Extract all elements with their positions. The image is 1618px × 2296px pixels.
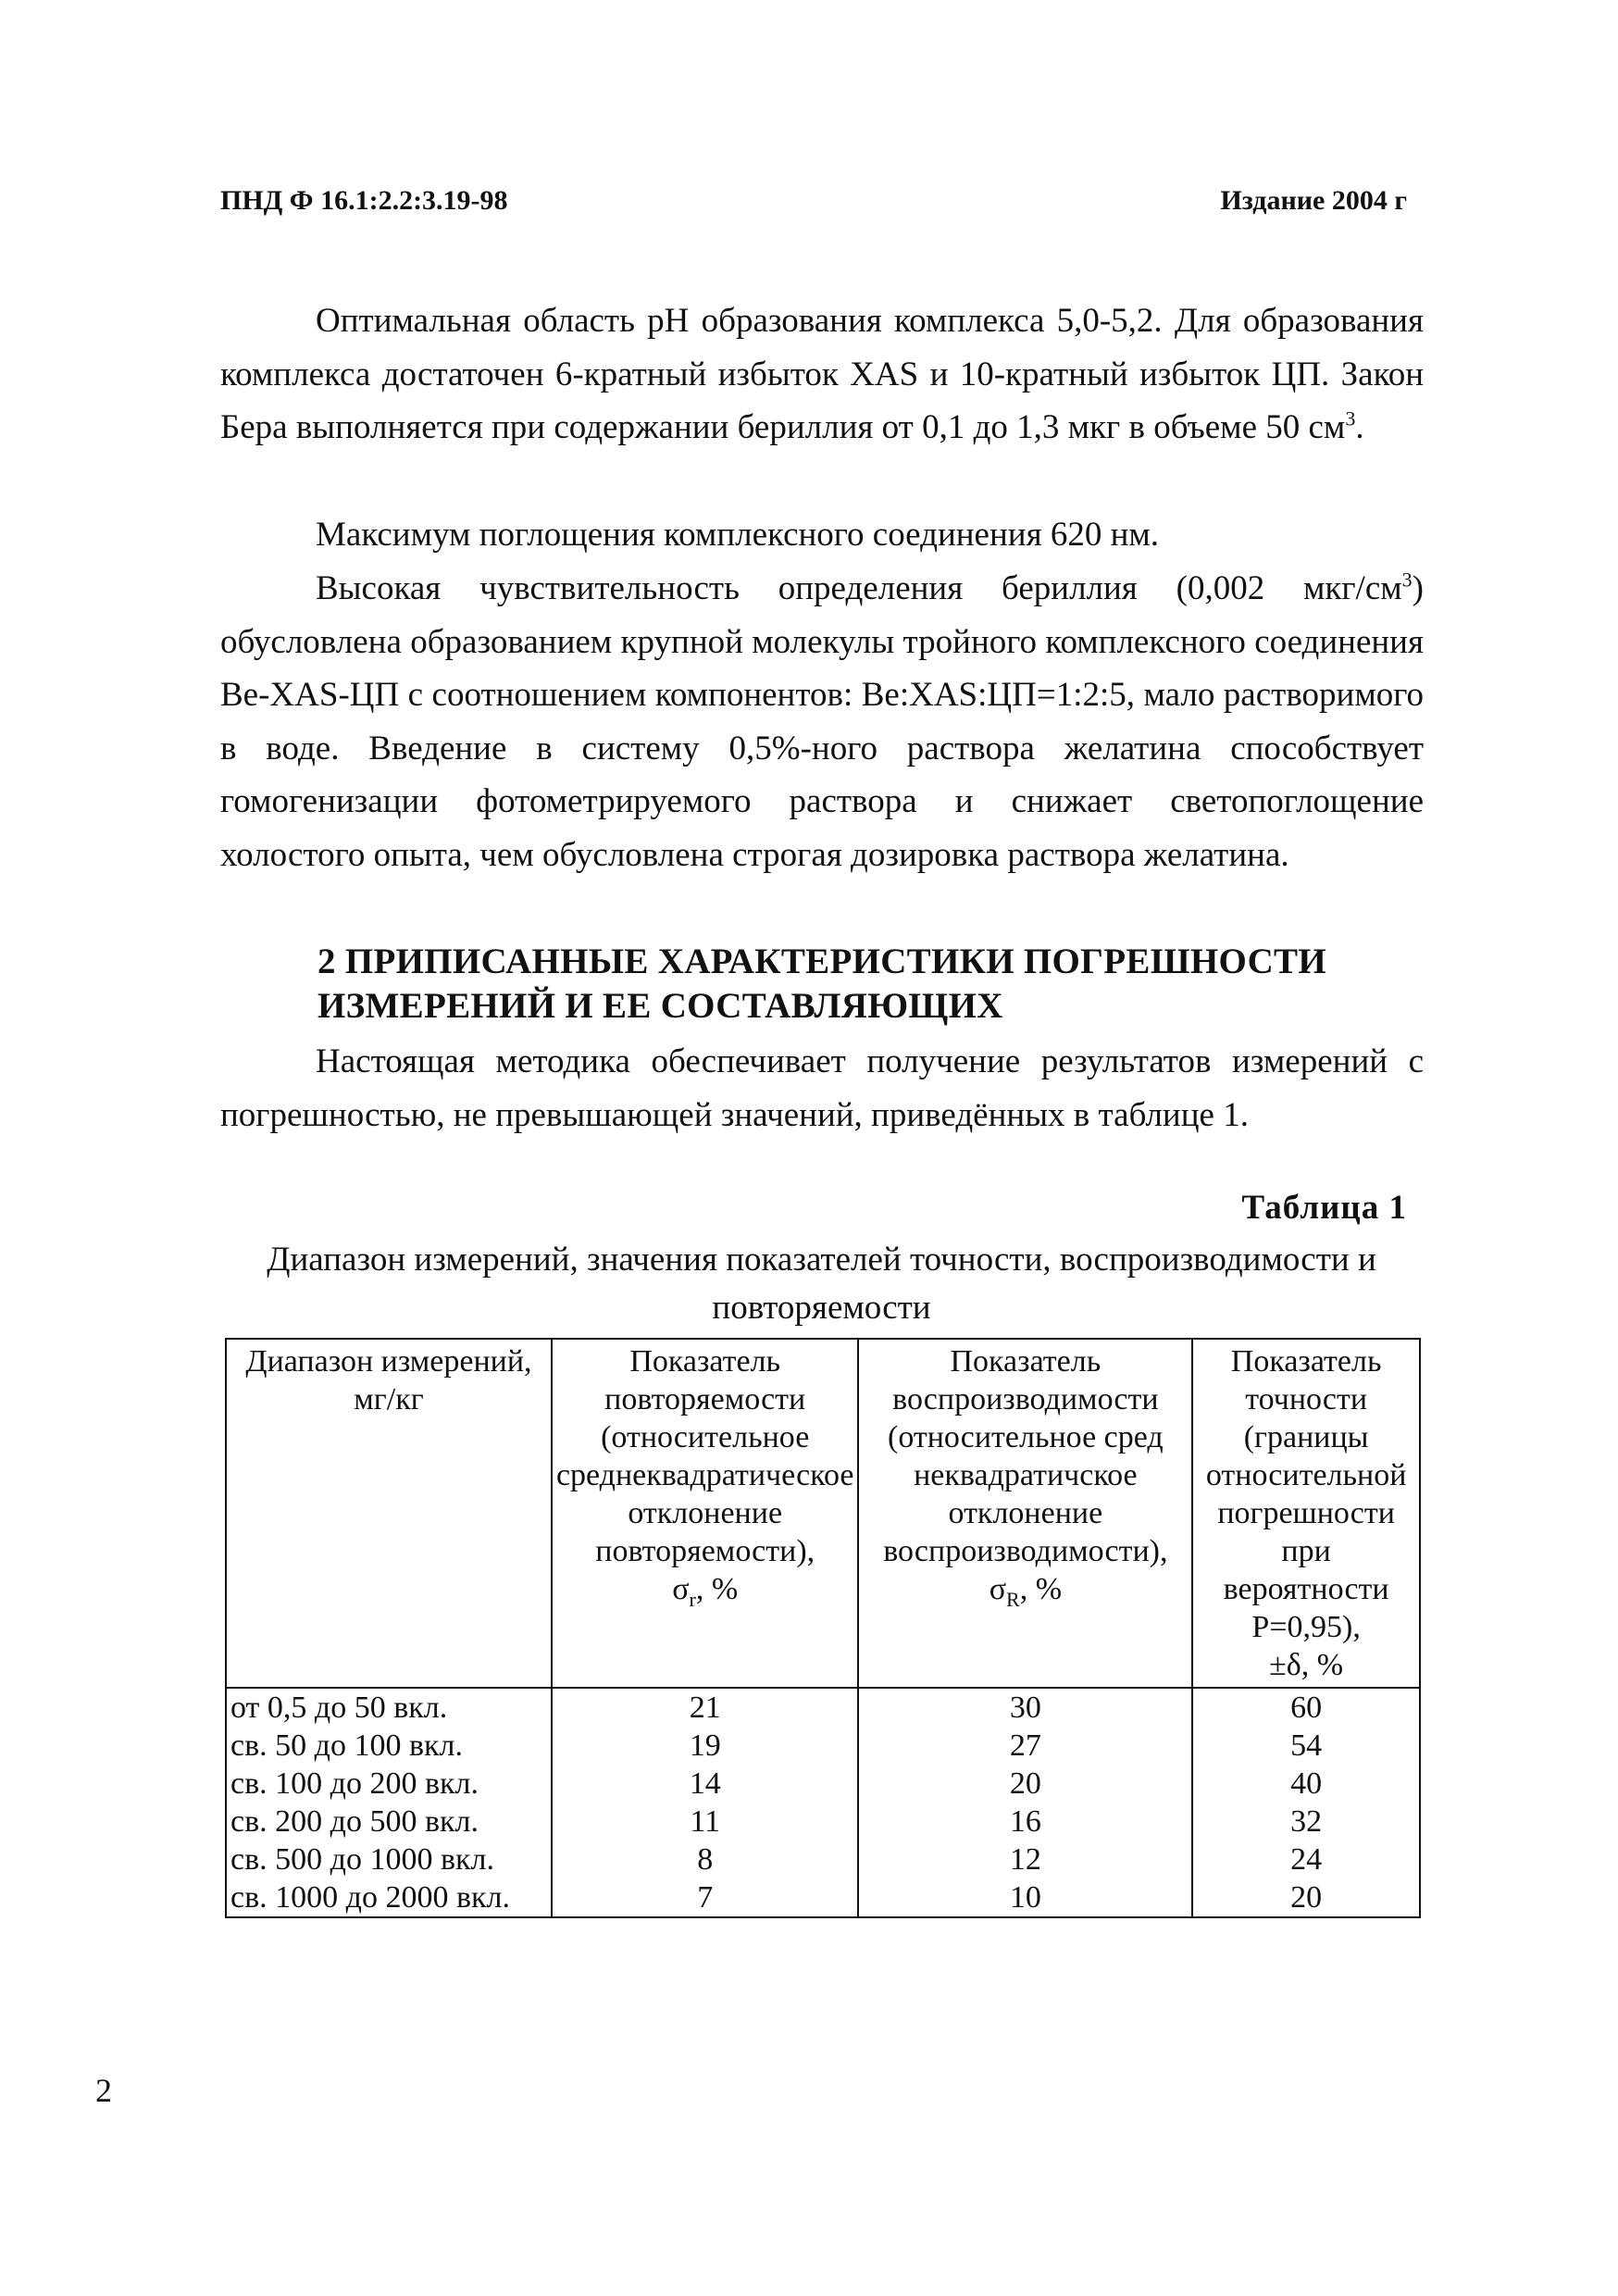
header-accuracy bbox=[1192, 1339, 1420, 1688]
table-row bbox=[226, 1765, 1420, 1803]
cell-delta: 40 bbox=[1192, 1765, 1420, 1803]
cell-range: от 0,5 до 50 вкл. bbox=[226, 1688, 552, 1727]
cell-range: св. 200 до 500 вкл. bbox=[226, 1803, 552, 1841]
cell-sigma-r: 11 bbox=[552, 1803, 859, 1841]
cell-sigma-R: 16 bbox=[858, 1803, 1192, 1841]
cell-sigma-R: 12 bbox=[858, 1841, 1192, 1878]
paragraph-absorption-max bbox=[220, 508, 1424, 562]
cell-sigma-r: 8 bbox=[552, 1841, 859, 1878]
page-number: 2 bbox=[95, 2072, 112, 2109]
table-row bbox=[226, 1727, 1420, 1765]
superscript: 3 bbox=[1401, 568, 1413, 592]
cell-sigma-R: 20 bbox=[858, 1765, 1192, 1803]
paragraph-text: Настоящая методика обеспечивает получение результатов измерений с погрешностью, не превышающей значений, приведённых в таблице 1. bbox=[220, 1042, 1424, 1134]
cell-range: св. 100 до 200 вкл. bbox=[226, 1765, 552, 1803]
table-row bbox=[226, 1841, 1420, 1878]
paragraph-end: . bbox=[1355, 408, 1364, 446]
cell-range: св. 500 до 1000 вкл. bbox=[226, 1841, 552, 1878]
cell-delta: 60 bbox=[1192, 1688, 1420, 1727]
header-repeatability-text: Показатель повторяемости (относительное среднеквадратическое отклонение повторяемости), bbox=[555, 1344, 854, 1568]
table-label: Таблица 1 bbox=[1241, 1189, 1407, 1227]
header-range: Диапазон измерений, мг/кг bbox=[226, 1339, 552, 1688]
cell-sigma-r: 14 bbox=[552, 1765, 859, 1803]
paragraph-sensitivity bbox=[220, 562, 1424, 881]
cell-sigma-R: 27 bbox=[858, 1727, 1192, 1765]
cell-range: св. 50 до 100 вкл. bbox=[226, 1727, 552, 1765]
header-repeatability-sub: r bbox=[689, 1587, 696, 1611]
cell-sigma-r: 19 bbox=[552, 1727, 859, 1765]
cell-range: св. 1000 до 2000 вкл. bbox=[226, 1878, 552, 1917]
table-row bbox=[226, 1688, 1420, 1727]
section-heading-line-2: ИЗМЕРЕНИЙ И ЕЕ СОСТАВЛЯЮЩИХ bbox=[317, 986, 1003, 1026]
table-row bbox=[226, 1878, 1420, 1917]
header-repeatability-symbol: σ bbox=[672, 1572, 690, 1606]
document-code: ПНД Ф 16.1:2.2:3.19-98 bbox=[220, 185, 508, 216]
edition-label: Издание 2004 г bbox=[1220, 185, 1407, 216]
header-repeatability-unit: , % bbox=[695, 1572, 739, 1606]
paragraph-text: Оптимальная область pH образования комплекса 5,0-5,2. Для образования комплекса достаточен 6-кратный избыток XAS и 10-кратный избыток ЦП. Закон Бера выполняется при содержании бериллия от 0,1 до 1,3 мкг в объеме 50 см bbox=[220, 302, 1424, 446]
table-caption: Диапазон измерений, значения показателей точности, воспроизводимости и повторяемости bbox=[267, 1241, 1376, 1327]
paragraph-section-intro bbox=[220, 1035, 1424, 1142]
cell-sigma-R: 10 bbox=[858, 1878, 1192, 1917]
measurement-table bbox=[225, 1338, 1421, 1918]
cell-delta: 24 bbox=[1192, 1841, 1420, 1878]
paragraph-text-rest: ) обусловлена образованием крупной молекулы тройного комплексного соединения Be-XAS-ЦП с соотношением компонентов: Be:XAS:ЦП=1:2:5, мало растворимого в воде. Введение в систему 0,5%-ного раствора желатина способствует гомогенизации фотометрируемого раствора и снижает светопоглощение холостого опыта, чем обусловлена строгая дозировка раствора желатина. bbox=[220, 569, 1424, 874]
cell-delta: 20 bbox=[1192, 1878, 1420, 1917]
header-reproducibility-sub: R bbox=[1006, 1587, 1020, 1611]
header-reproducibility bbox=[858, 1339, 1192, 1688]
header-accuracy-symbol: ±δ, % bbox=[1269, 1648, 1344, 1682]
table-header-row bbox=[226, 1339, 1420, 1688]
section-heading bbox=[317, 940, 1428, 1029]
paragraph-text: Высокая чувствительность определения бериллия (0,002 мкг/см bbox=[316, 569, 1402, 607]
cell-sigma-r: 7 bbox=[552, 1878, 859, 1917]
header-repeatability bbox=[552, 1339, 859, 1688]
cell-delta: 54 bbox=[1192, 1727, 1420, 1765]
cell-sigma-R: 30 bbox=[858, 1688, 1192, 1727]
superscript: 3 bbox=[1345, 406, 1356, 430]
cell-delta: 32 bbox=[1192, 1803, 1420, 1841]
table-row bbox=[226, 1803, 1420, 1841]
header-reproducibility-text: Показатель воспроизводимости (относительное сред неквадратичское отклонение воспроизводимости), bbox=[883, 1344, 1168, 1568]
section-heading-line-1: 2 ПРИПИСАННЫЕ ХАРАКТЕРИСТИКИ ПОГРЕШНОСТИ bbox=[317, 942, 1327, 981]
header-reproducibility-unit: , % bbox=[1019, 1572, 1063, 1606]
header-reproducibility-symbol: σ bbox=[989, 1572, 1007, 1606]
cell-sigma-r: 21 bbox=[552, 1688, 859, 1727]
header-accuracy-text: Показатель точности (границы относительной погрешности при вероятности P=0,95), bbox=[1205, 1344, 1407, 1644]
paragraph-text: Максимум поглощения комплексного соединения 620 нм. bbox=[316, 516, 1160, 554]
paragraph-ph-range bbox=[220, 294, 1424, 455]
